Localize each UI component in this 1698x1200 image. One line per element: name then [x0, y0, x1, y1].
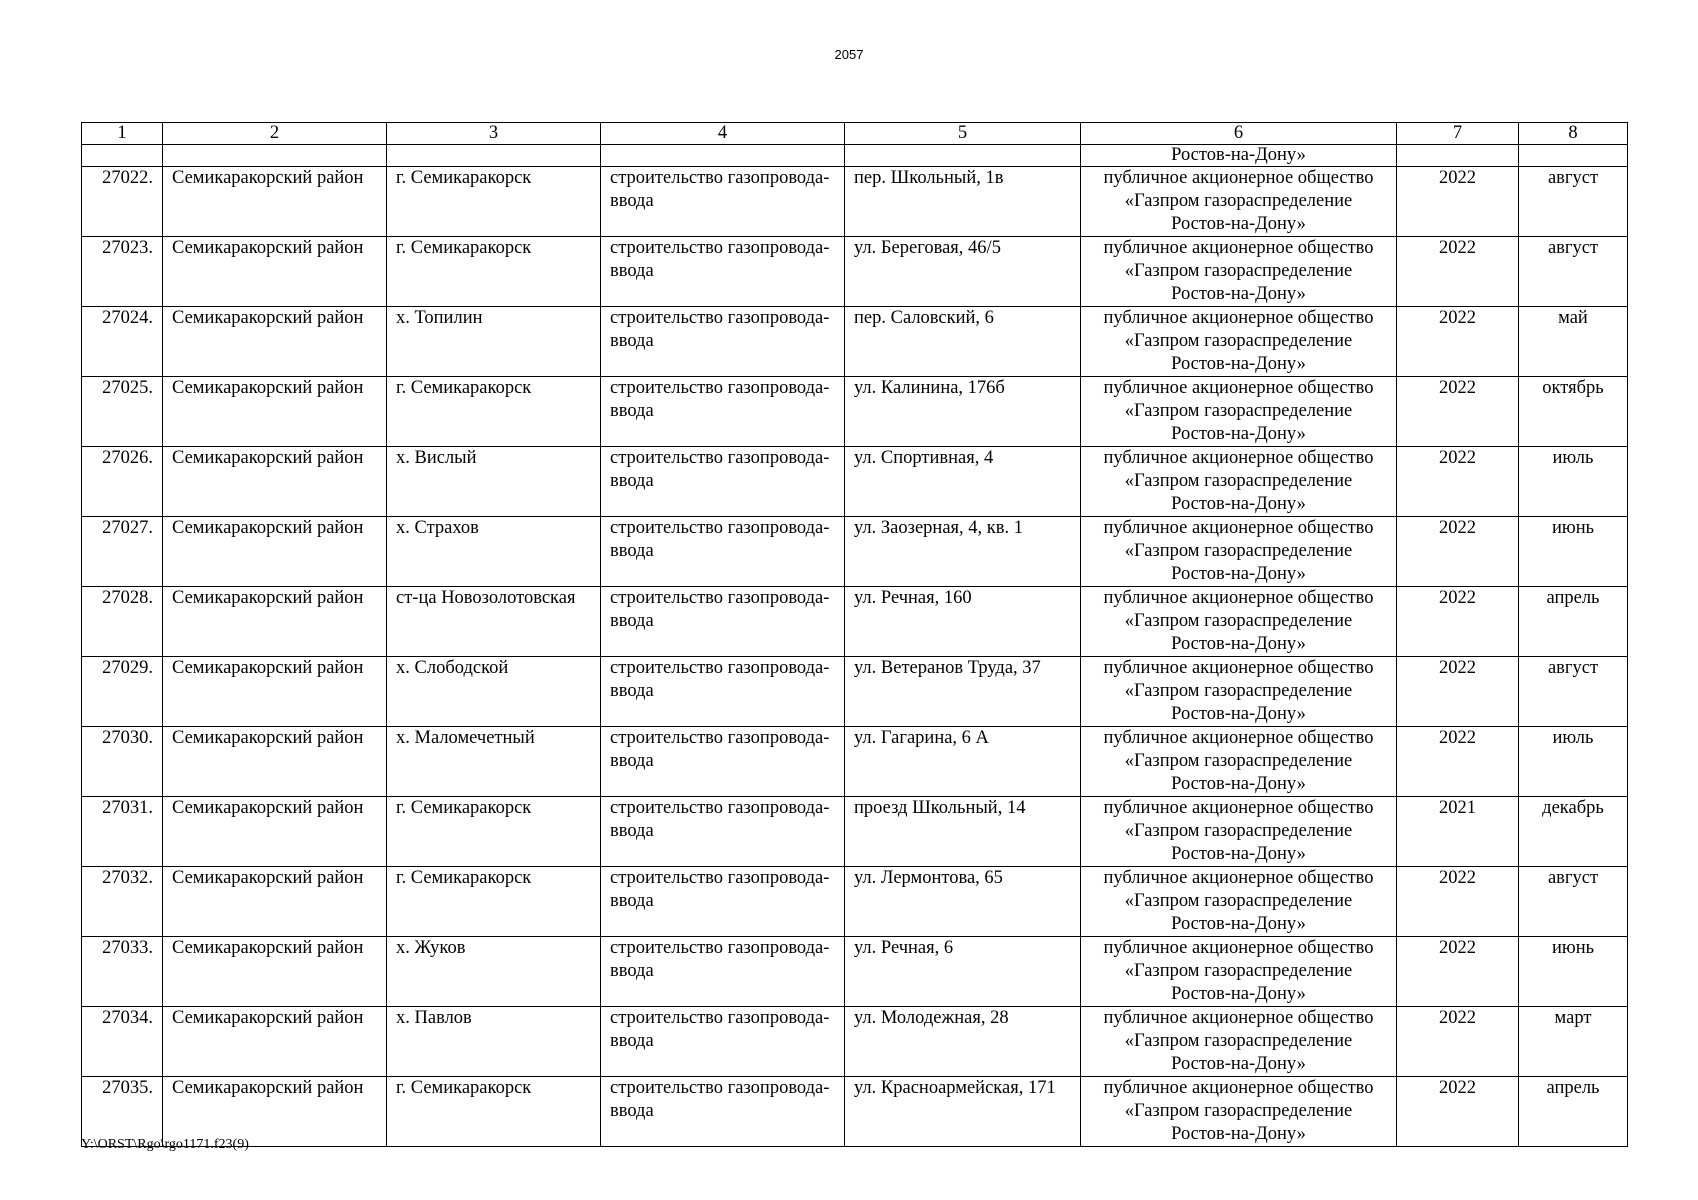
organization-line: «Газпром газораспределение [1124, 1101, 1353, 1121]
continuation-org-text: Ростов-на-Дону» [1081, 145, 1397, 167]
month-cell: август [1519, 657, 1628, 727]
locality-cell: г. Семикаракорск [387, 167, 601, 237]
organization-cell [1081, 307, 1397, 377]
row-number: 27022. [82, 167, 163, 237]
work-type-cell: строительство газопровода-ввода [601, 307, 845, 377]
organization-line: «Газпром газораспределение [1124, 611, 1353, 631]
month-cell: декабрь [1519, 797, 1628, 867]
organization-line: публичное акционерное общество [1103, 588, 1374, 608]
address-cell: ул. Береговая, 46/5 [845, 237, 1081, 307]
work-type-cell: строительство газопровода-ввода [601, 447, 845, 517]
organization-line: «Газпром газораспределение [1124, 1031, 1353, 1051]
table-row [82, 797, 1628, 867]
year-cell: 2022 [1397, 447, 1519, 517]
organization-line: «Газпром газораспределение [1124, 401, 1353, 421]
work-type-cell: строительство газопровода-ввода [601, 377, 845, 447]
organization-line: публичное акционерное общество [1103, 238, 1374, 258]
table-cell [1397, 145, 1519, 167]
month-cell: май [1519, 307, 1628, 377]
address-cell: ул. Ветеранов Труда, 37 [845, 657, 1081, 727]
year-cell: 2022 [1397, 517, 1519, 587]
locality-cell: х. Страхов [387, 517, 601, 587]
organization-cell [1081, 377, 1397, 447]
month-cell: апрель [1519, 587, 1628, 657]
table-row [82, 377, 1628, 447]
locality-cell: х. Топилин [387, 307, 601, 377]
table-cell [845, 145, 1081, 167]
locality-cell: г. Семикаракорск [387, 237, 601, 307]
table-row [82, 447, 1628, 517]
year-cell: 2022 [1397, 867, 1519, 937]
organization-line: публичное акционерное общество [1103, 798, 1374, 818]
year-cell: 2022 [1397, 1007, 1519, 1077]
district-cell: Семикаракорский район [163, 377, 387, 447]
locality-cell: х. Вислый [387, 447, 601, 517]
month-cell: март [1519, 1007, 1628, 1077]
organization-cell [1081, 237, 1397, 307]
year-cell: 2022 [1397, 587, 1519, 657]
work-type-cell: строительство газопровода-ввода [601, 167, 845, 237]
year-cell: 2022 [1397, 307, 1519, 377]
organization-line: Ростов-на-Дону» [1171, 634, 1306, 654]
month-cell: июнь [1519, 517, 1628, 587]
month-cell: август [1519, 237, 1628, 307]
month-cell: июль [1519, 727, 1628, 797]
organization-cell [1081, 517, 1397, 587]
row-number: 27023. [82, 237, 163, 307]
work-type-cell: строительство газопровода-ввода [601, 1077, 845, 1147]
table-cell [82, 145, 163, 167]
organization-cell [1081, 1007, 1397, 1077]
column-header: 7 [1397, 123, 1519, 145]
work-type-cell: строительство газопровода-ввода [601, 237, 845, 307]
address-cell: ул. Речная, 6 [845, 937, 1081, 1007]
organization-line: «Газпром газораспределение [1124, 471, 1353, 491]
table-cell [1519, 145, 1628, 167]
column-header: 2 [163, 123, 387, 145]
table-cell [601, 145, 845, 167]
organization-line: «Газпром газораспределение [1124, 331, 1353, 351]
page-number: 2057 [834, 47, 864, 62]
organization-line: Ростов-на-Дону» [1171, 1054, 1306, 1074]
table-row [82, 1077, 1628, 1147]
address-cell: проезд Школьный, 14 [845, 797, 1081, 867]
column-header: 4 [601, 123, 845, 145]
organization-cell [1081, 727, 1397, 797]
locality-cell: г. Семикаракорск [387, 1077, 601, 1147]
organization-cell [1081, 447, 1397, 517]
work-type-cell: строительство газопровода-ввода [601, 1007, 845, 1077]
organization-cell [1081, 1077, 1397, 1147]
year-cell: 2022 [1397, 377, 1519, 447]
table-cell [163, 145, 387, 167]
organization-line: публичное акционерное общество [1103, 868, 1374, 888]
column-header: 5 [845, 123, 1081, 145]
year-cell: 2022 [1397, 727, 1519, 797]
year-cell: 2022 [1397, 237, 1519, 307]
locality-cell: г. Семикаракорск [387, 867, 601, 937]
year-cell: 2021 [1397, 797, 1519, 867]
organization-cell [1081, 587, 1397, 657]
year-cell: 2022 [1397, 167, 1519, 237]
work-type-cell: строительство газопровода-ввода [601, 727, 845, 797]
district-cell: Семикаракорский район [163, 517, 387, 587]
organization-line: Ростов-на-Дону» [1171, 1124, 1306, 1144]
row-number: 27025. [82, 377, 163, 447]
locality-cell: г. Семикаракорск [387, 377, 601, 447]
organization-line: публичное акционерное общество [1103, 658, 1374, 678]
district-cell: Семикаракорский район [163, 1077, 387, 1147]
locality-cell: х. Павлов [387, 1007, 601, 1077]
district-cell: Семикаракорский район [163, 727, 387, 797]
work-type-cell: строительство газопровода-ввода [601, 657, 845, 727]
work-type-cell: строительство газопровода-ввода [601, 867, 845, 937]
locality-cell: х. Жуков [387, 937, 601, 1007]
organization-line: Ростов-на-Дону» [1171, 494, 1306, 514]
table-row [82, 587, 1628, 657]
district-cell: Семикаракорский район [163, 237, 387, 307]
row-number: 27029. [82, 657, 163, 727]
table-row [82, 657, 1628, 727]
organization-line: Ростов-на-Дону» [1171, 844, 1306, 864]
organization-line: публичное акционерное общество [1103, 378, 1374, 398]
row-number: 27026. [82, 447, 163, 517]
organization-line: Ростов-на-Дону» [1171, 984, 1306, 1004]
row-number: 27035. [82, 1077, 163, 1147]
table-row [82, 727, 1628, 797]
district-cell: Семикаракорский район [163, 307, 387, 377]
column-header: 8 [1519, 123, 1628, 145]
file-path-footer: Y:\ORST\Rgo\rgo1171.f23(9) [81, 1137, 249, 1152]
address-cell: ул. Лермонтова, 65 [845, 867, 1081, 937]
organization-line: публичное акционерное общество [1103, 1008, 1374, 1028]
table-row [82, 307, 1628, 377]
district-cell: Семикаракорский район [163, 587, 387, 657]
district-cell: Семикаракорский район [163, 797, 387, 867]
month-cell: июль [1519, 447, 1628, 517]
month-cell: октябрь [1519, 377, 1628, 447]
organization-line: Ростов-на-Дону» [1171, 704, 1306, 724]
month-cell: август [1519, 867, 1628, 937]
table-cell [387, 145, 601, 167]
month-cell: апрель [1519, 1077, 1628, 1147]
address-cell: пер. Саловский, 6 [845, 307, 1081, 377]
locality-cell: х. Слободской [387, 657, 601, 727]
month-cell: август [1519, 167, 1628, 237]
organization-cell [1081, 867, 1397, 937]
data-table [81, 122, 1628, 1147]
organization-line: «Газпром газораспределение [1124, 961, 1353, 981]
locality-cell: г. Семикаракорск [387, 797, 601, 867]
address-cell: ул. Калинина, 176б [845, 377, 1081, 447]
organization-line: «Газпром газораспределение [1124, 541, 1353, 561]
row-number: 27024. [82, 307, 163, 377]
year-cell: 2022 [1397, 937, 1519, 1007]
organization-line: «Газпром газораспределение [1124, 681, 1353, 701]
organization-line: публичное акционерное общество [1103, 308, 1374, 328]
address-cell: ул. Речная, 160 [845, 587, 1081, 657]
locality-cell: ст-ца Новозолотовская [387, 587, 601, 657]
row-number: 27030. [82, 727, 163, 797]
organization-line: публичное акционерное общество [1103, 728, 1374, 748]
organization-line: публичное акционерное общество [1103, 168, 1374, 188]
district-cell: Семикаракорский район [163, 447, 387, 517]
column-header: 1 [82, 123, 163, 145]
organization-line: Ростов-на-Дону» [1171, 284, 1306, 304]
row-number: 27027. [82, 517, 163, 587]
header-row [82, 123, 1628, 145]
district-cell: Семикаракорский район [163, 867, 387, 937]
organization-line: Ростов-на-Дону» [1171, 354, 1306, 374]
month-cell: июнь [1519, 937, 1628, 1007]
organization-line: Ростов-на-Дону» [1171, 914, 1306, 934]
year-cell: 2022 [1397, 657, 1519, 727]
work-type-cell: строительство газопровода-ввода [601, 937, 845, 1007]
locality-cell: х. Маломечетный [387, 727, 601, 797]
organization-line: Ростов-на-Дону» [1171, 774, 1306, 794]
district-cell: Семикаракорский район [163, 167, 387, 237]
table-body [82, 145, 1628, 1147]
work-type-cell: строительство газопровода-ввода [601, 587, 845, 657]
organization-line: «Газпром газораспределение [1124, 821, 1353, 841]
organization-cell [1081, 937, 1397, 1007]
continuation-row [82, 145, 1628, 167]
table-row [82, 167, 1628, 237]
table-row [82, 237, 1628, 307]
organization-line: публичное акционерное общество [1103, 448, 1374, 468]
district-cell: Семикаракорский район [163, 1007, 387, 1077]
address-cell: ул. Заозерная, 4, кв. 1 [845, 517, 1081, 587]
address-cell: ул. Молодежная, 28 [845, 1007, 1081, 1077]
year-cell: 2022 [1397, 1077, 1519, 1147]
table-row [82, 1007, 1628, 1077]
address-cell: ул. Красноармейская, 171 [845, 1077, 1081, 1147]
column-header: 6 [1081, 123, 1397, 145]
organization-line: «Газпром газораспределение [1124, 891, 1353, 911]
district-cell: Семикаракорский район [163, 657, 387, 727]
row-number: 27032. [82, 867, 163, 937]
organization-line: Ростов-на-Дону» [1171, 424, 1306, 444]
organization-line: публичное акционерное общество [1103, 1078, 1374, 1098]
column-header: 3 [387, 123, 601, 145]
table-row [82, 867, 1628, 937]
organization-line: публичное акционерное общество [1103, 518, 1374, 538]
row-number: 27034. [82, 1007, 163, 1077]
table-row [82, 937, 1628, 1007]
organization-line: Ростов-на-Дону» [1171, 214, 1306, 234]
address-cell: ул. Спортивная, 4 [845, 447, 1081, 517]
address-cell: ул. Гагарина, 6 А [845, 727, 1081, 797]
address-cell: пер. Школьный, 1в [845, 167, 1081, 237]
organization-line: «Газпром газораспределение [1124, 261, 1353, 281]
organization-line: Ростов-на-Дону» [1171, 564, 1306, 584]
organization-line: «Газпром газораспределение [1124, 191, 1353, 211]
organization-cell [1081, 657, 1397, 727]
organization-line: публичное акционерное общество [1103, 938, 1374, 958]
organization-cell [1081, 167, 1397, 237]
work-type-cell: строительство газопровода-ввода [601, 797, 845, 867]
district-cell: Семикаракорский район [163, 937, 387, 1007]
row-number: 27033. [82, 937, 163, 1007]
organization-cell [1081, 797, 1397, 867]
organization-line: «Газпром газораспределение [1124, 751, 1353, 771]
table-header [82, 123, 1628, 145]
table-row [82, 517, 1628, 587]
work-type-cell: строительство газопровода-ввода [601, 517, 845, 587]
row-number: 27028. [82, 587, 163, 657]
row-number: 27031. [82, 797, 163, 867]
